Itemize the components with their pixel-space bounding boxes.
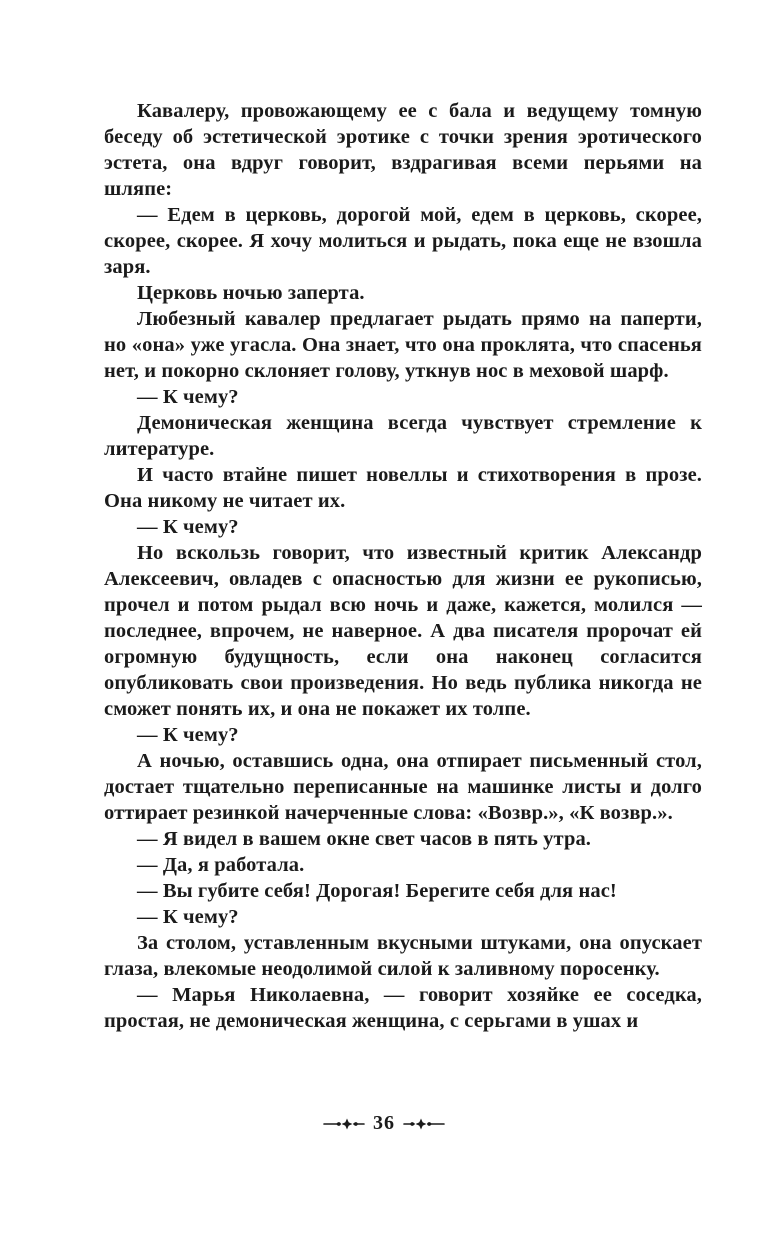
paragraph: — К чему? [137, 906, 239, 928]
paragraph: — К чему? [137, 386, 239, 408]
fleuron-left-icon [323, 1117, 365, 1131]
paragraph: Демоническая женщина всегда чувствует стремление к литературе. [104, 412, 702, 460]
paragraph: И часто втайне пишет новеллы и стихотворения в прозе. Она никому не читает их. [104, 464, 702, 512]
paragraph: — К чему? [137, 516, 239, 538]
paragraph: — Едем в церковь, дорогой мой, едем в церковь, скорее, скорее, скорее. Я хочу молиться и рыдать, пока еще не взошла заря. [104, 204, 702, 278]
paragraph: А ночью, оставшись одна, она отпирает письменный стол, достает тщательно переписанные на машинке листы и долго оттирает резинкой начерченные слова: «Возвр.», «К возвр.». [104, 750, 702, 824]
paragraph: Любезный кавалер предлагает рыдать прямо на паперти, но «она» уже угасла. Она знает, что она проклята, что спасенья нет, и покорно склоняет голову, уткнув нос в меховой шарф. [104, 308, 702, 382]
paragraph: — Да, я работала. [137, 854, 305, 876]
fleuron-right-icon [403, 1117, 445, 1131]
page-footer [0, 1112, 768, 1135]
paragraph: Но вскользь говорит, что известный критик Александр Алексеевич, овладев с опасностью для жизни ее рукописью, прочел и потом рыдал всю ночь и даже, кажется, молился — последнее, впрочем, не наверное. А два писателя пророчат ей огромную будущность, если она наконец согласится опубликовать свои произведения. Но ведь публика никогда не сможет понять их, и она не покажет их толпе. [104, 542, 702, 720]
paragraph: Кавалеру, провожающему ее с бала и ведущему томную беседу об эстетической эротике с точки зрения эротического эстета, она вдруг говорит, вздрагивая всеми перьями на шляпе: [104, 100, 702, 200]
paragraph: — Марья Николаевна, — говорит хозяйке ее соседка, простая, не демоническая женщина, с серьгами в ушах и [104, 984, 702, 1032]
paragraph: — К чему? [137, 724, 239, 746]
paragraph: За столом, уставленным вкусными штуками, она опускает глаза, влекомые неодолимой силой к заливному поросенку. [104, 932, 702, 980]
paragraph: — Я видел в вашем окне свет часов в пять утра. [137, 828, 592, 850]
page-number: 36 [373, 1112, 395, 1134]
paragraph: — Вы губите себя! Дорогая! Берегите себя для нас! [137, 880, 617, 902]
page-text-block [104, 98, 702, 1034]
paragraph: Церковь ночью заперта. [137, 282, 365, 304]
